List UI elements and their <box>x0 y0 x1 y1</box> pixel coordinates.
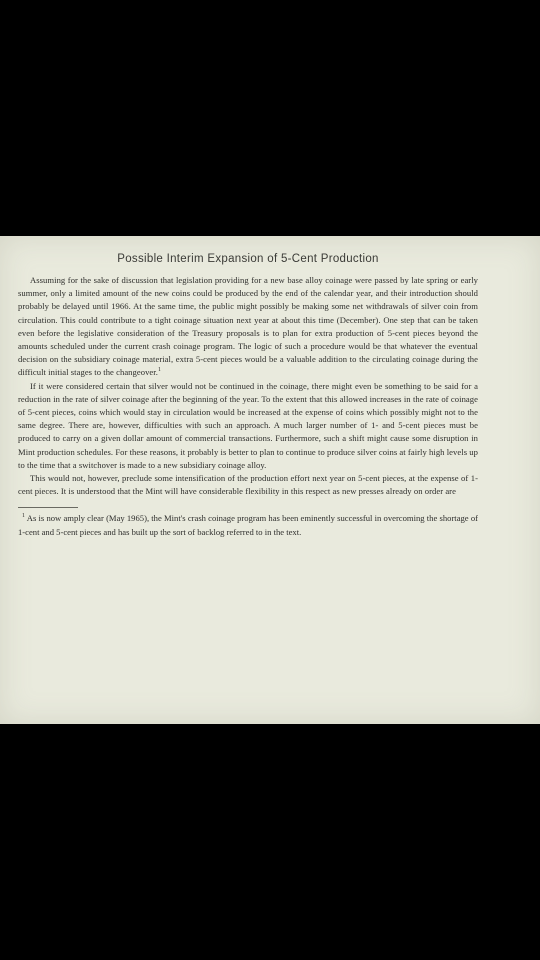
paragraph-3: This would not, however, preclude some intensification of the production effort next year on 5-cent pieces, at the expense of 1-cent pieces. It is understood that the Mint will have considerable flexibility in this respect as new presses already on order are <box>18 473 478 497</box>
footnote-divider <box>18 507 78 508</box>
footnote-marker: 1 <box>22 513 25 520</box>
paragraph-1 <box>18 274 478 380</box>
paragraph-2: If it were considered certain that silver would not be continued in the coinage, there might even be something to be said for a reduction in the rate of silver coinage after the beginning of the year. To the extent that this allowed increases in the rate of coinage of 5-cent pieces, coins which would stay in circulation would be increased at the expense of coins which possibly might not to the same degree. There are, however, difficulties with such an approach. A much larger number of 1- and 5-cent pieces must be produced to carry on a given dollar amount of commercial transactions. Furthermore, such a shift might cause some disruption in Mint production schedules. For these reasons, it probably is better to plan to continue to produce silver coins at fairly high levels up to the time that a switchover is made to a new subsidiary coinage alloy. <box>18 380 478 470</box>
section-heading: Possible Interim Expansion of 5-Cent Production <box>117 253 379 265</box>
footnote-reference: 1 <box>157 367 161 374</box>
footnote-text: As is now amply clear (May 1965), the Mint's crash coinage program has been eminently successful in overcoming the shortage of 1-cent and 5-cent pieces and has built up the sort of backlog referred to in the text. <box>18 513 478 537</box>
document-page <box>0 236 540 724</box>
paragraph-1-text: Assuming for the sake of discussion that legislation providing for a new base alloy coinage were passed by late spring or early summer, only a limited amount of the new coins could be produced by the end of the calendar year, and their introduction should probably be delayed until 1966. At the same time, the public might possibly be making some net withdrawals of silver coin from circulation. This could contribute to a tight coinage situation next year at about this time (December). One step that can be taken even before the legislative consideration of the Treasury proposals is to plan for extra production of 5-cent pieces beyond the amounts scheduled under the current crash coinage program. The logic of such a procedure would be that whatever the eventual decision on the subsidiary coinage material, extra 5-cent pieces would be a valuable addition to the circulating coinage during the difficult initial stages to the changeover. <box>18 275 478 378</box>
footnote <box>18 512 478 538</box>
